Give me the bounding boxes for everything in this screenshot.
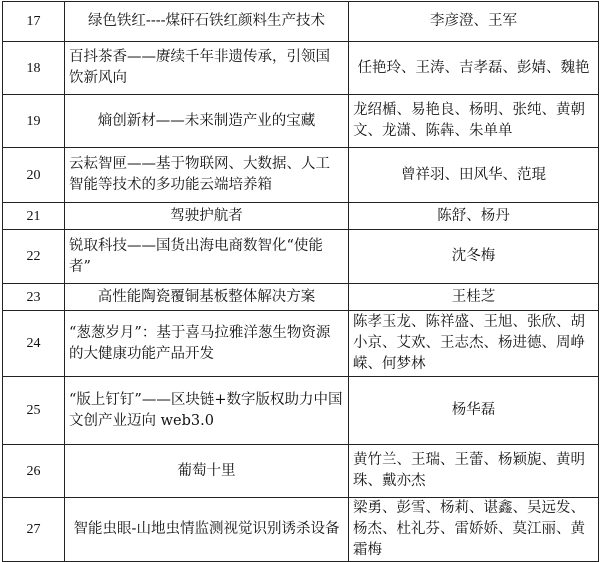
project-name — [65, 230, 349, 284]
project-name: 葡萄十里 — [65, 445, 349, 498]
project-name: 绿色铁红----煤矸石铁红颜料生产技术 — [65, 2, 349, 42]
project-name — [65, 148, 349, 203]
row-number: 26 — [3, 445, 65, 498]
row-number: 27 — [3, 498, 65, 562]
team-members — [349, 311, 599, 377]
row-number: 21 — [3, 203, 65, 230]
table-row — [3, 95, 599, 148]
table-row — [3, 2, 599, 42]
team-members — [349, 95, 599, 148]
team-members — [349, 445, 599, 498]
team-members: 曾祥羽、田风华、范琨 — [349, 148, 599, 203]
team-members — [349, 42, 599, 95]
project-name: 驾驶护航者 — [65, 203, 349, 230]
table-row — [3, 42, 599, 95]
row-number: 24 — [3, 311, 65, 377]
team-members: 沈冬梅 — [349, 230, 599, 284]
row-number: 23 — [3, 284, 65, 311]
project-name — [65, 377, 349, 445]
team-members-text: 任艳玲、王涛、吉孝磊、彭婧、魏艳 — [357, 59, 590, 76]
team-members-text: 陈孝玉龙、陈祥盛、王旭、张欣、胡小京、艾欢、王志杰、杨进德、周峥嵘、何梦林 — [353, 314, 585, 372]
row-number: 19 — [3, 95, 65, 148]
project-name: 熵创新材——未来制造产业的宝藏 — [65, 95, 349, 148]
project-table — [2, 1, 599, 562]
team-members: 杨华磊 — [349, 377, 599, 445]
row-number: 20 — [3, 148, 65, 203]
team-members: 陈舒、杨丹 — [349, 203, 599, 230]
row-number: 22 — [3, 230, 65, 284]
project-name-text: 锐取科技——国货出海电商数智化“使能者” — [69, 237, 323, 275]
row-number: 17 — [3, 2, 65, 42]
row-number: 18 — [3, 42, 65, 95]
team-members-text: 龙绍楯、易艳良、杨明、张纯、黄朝文、龙潇、陈犇、朱单单 — [353, 102, 585, 139]
table-row — [3, 284, 599, 311]
team-members-text: 黄竹兰、王瑞、王蕾、杨颖旎、黄明珠、戴亦杰 — [353, 452, 585, 489]
row-number: 25 — [3, 377, 65, 445]
team-members-text: 梁勇、彭雪、杨莉、谌鑫、吴远发、杨杰、杜礼芬、雷娇娇、莫江丽、黄霜梅 — [353, 500, 585, 558]
table-row — [3, 203, 599, 230]
table-row — [3, 311, 599, 377]
project-name — [65, 42, 349, 95]
project-name-text: 云耘智匣——基于物联网、大数据、人工智能等技术的多功能云端培养箱 — [69, 156, 330, 193]
team-members: 王桂芝 — [349, 284, 599, 311]
table-row — [3, 377, 599, 445]
table-row — [3, 148, 599, 203]
project-name-text: “版上钉钉”——区块链+数字版权助力中国文创产业迈向 web3.0 — [69, 391, 343, 429]
project-name-text: 百抖茶香——赓续千年非遗传承，引领国饮新风向 — [69, 49, 330, 86]
table-row — [3, 445, 599, 498]
project-name-text: “葱葱岁月”：基于喜马拉雅洋葱生物资源的大健康功能产品开发 — [69, 324, 331, 362]
team-members: 李彦澄、王军 — [349, 2, 599, 42]
table-row — [3, 230, 599, 284]
project-name — [65, 311, 349, 377]
project-name: 高性能陶瓷覆铜基板整体解决方案 — [65, 284, 349, 311]
project-name-text: 智能虫眼-山地虫情监测视觉识别诱杀设备 — [73, 521, 340, 537]
